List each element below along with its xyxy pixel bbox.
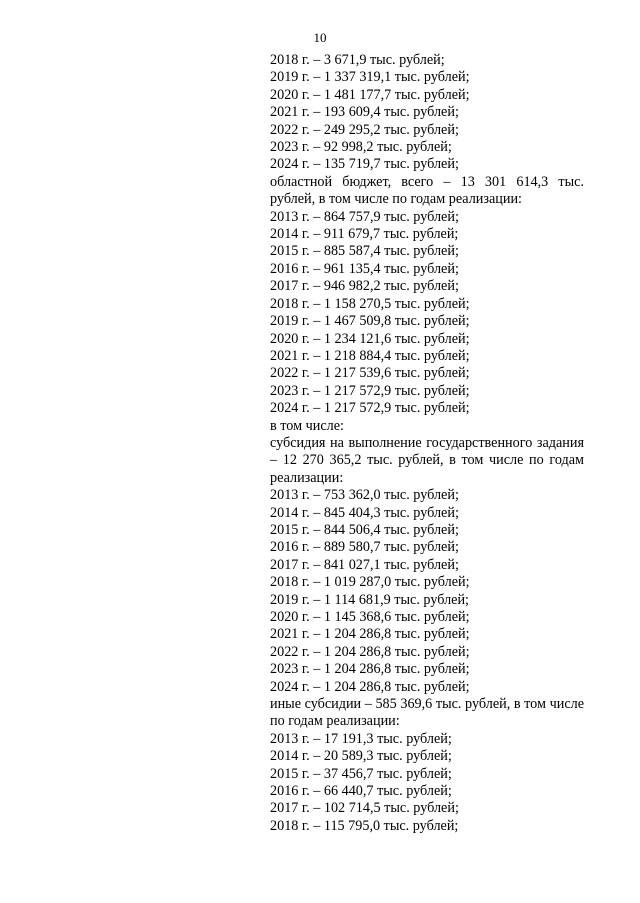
list-item: 2021 г. – 1 218 884,4 тыс. рублей; xyxy=(270,347,470,364)
list-item: 2019 г. – 1 337 319,1 тыс. рублей; xyxy=(270,69,470,86)
list-item: 2016 г. – 66 440,7 тыс. рублей; xyxy=(270,783,452,800)
list-item: 2022 г. – 1 217 539,6 тыс. рублей; xyxy=(270,365,470,382)
regional-budget-paragraph: областной бюджет, всего – 13 301 614,3 тыс. рублей, в том числе по годам реализации: xyxy=(270,173,584,208)
list-item: 2016 г. – 889 580,7 тыс. рублей; xyxy=(270,539,459,556)
list-item: 2022 г. – 1 204 286,8 тыс. рублей; xyxy=(270,643,470,660)
other-subsidies-paragraph: иные субсидии – 585 369,6 тыс. рублей, в том числе по годам реализации: xyxy=(270,696,584,730)
list-item: 2024 г. – 1 204 286,8 тыс. рублей; xyxy=(270,678,470,695)
list-item: 2015 г. – 844 506,4 тыс. рублей; xyxy=(270,521,459,538)
list-item: 2019 г. – 1 467 509,8 тыс. рублей; xyxy=(270,313,470,330)
list-item: 2017 г. – 102 714,5 тыс. рублей; xyxy=(270,800,459,817)
list-item: 2022 г. – 249 295,2 тыс. рублей; xyxy=(270,121,459,138)
list-item: 2024 г. – 135 719,7 тыс. рублей; xyxy=(270,156,459,173)
list-item: 2020 г. – 1 234 121,6 тыс. рублей; xyxy=(270,330,470,347)
list-item: 2020 г. – 1 145 368,6 тыс. рублей; xyxy=(270,609,470,625)
list-item: 2017 г. – 946 982,2 тыс. рублей; xyxy=(270,278,459,295)
list-item: 2018 г. – 1 158 270,5 тыс. рублей; xyxy=(270,295,470,312)
list-item: 2019 г. – 1 114 681,9 тыс. рублей; xyxy=(270,591,469,608)
including-heading: в том числе: xyxy=(270,417,344,434)
list-item: 2023 г. – 92 998,2 тыс. рублей; xyxy=(270,139,452,156)
list-item: 2014 г. – 845 404,3 тыс. рублей; xyxy=(270,504,459,521)
state-task-subsidy-years-list xyxy=(270,487,584,696)
list-item: 2018 г. – 1 019 287,0 тыс. рублей; xyxy=(270,574,470,591)
list-item: 2018 г. – 115 795,0 тыс. рублей; xyxy=(270,817,459,834)
list-item: 2013 г. – 864 757,9 тыс. рублей; xyxy=(270,208,459,225)
regional-budget-years-list xyxy=(270,209,584,418)
document-body xyxy=(270,52,584,835)
list-item: 2021 г. – 1 204 286,8 тыс. рублей; xyxy=(270,626,470,643)
list-item: 2023 г. – 1 204 286,8 тыс. рублей; xyxy=(270,661,470,678)
list-item: 2017 г. – 841 027,1 тыс. рублей; xyxy=(270,556,459,573)
federal-budget-years-list xyxy=(270,52,584,174)
list-item: 2014 г. – 911 679,7 тыс. рублей; xyxy=(270,226,459,243)
list-item: 2021 г. – 193 609,4 тыс. рублей; xyxy=(270,104,459,121)
page-number: 10 xyxy=(313,30,327,45)
list-item: 2018 г. – 3 671,9 тыс. рублей; xyxy=(270,52,445,68)
list-item: 2024 г. – 1 217 572,9 тыс. рублей; xyxy=(270,400,470,417)
state-task-subsidy-paragraph: субсидия на выполнение государственного задания – 12 270 365,2 тыс. рублей, в том числе по годам реализации: xyxy=(270,434,584,486)
list-item: 2020 г. – 1 481 177,7 тыс. рублей; xyxy=(270,86,470,103)
list-item: 2023 г. – 1 217 572,9 тыс. рублей; xyxy=(270,382,470,399)
list-item: 2015 г. – 37 456,7 тыс. рублей; xyxy=(270,765,452,782)
list-item: 2014 г. – 20 589,3 тыс. рублей; xyxy=(270,748,452,765)
list-item: 2016 г. – 961 135,4 тыс. рублей; xyxy=(270,260,459,277)
list-item: 2013 г. – 753 362,0 тыс. рублей; xyxy=(270,487,459,504)
other-subsidies-years-list xyxy=(270,731,584,835)
list-item: 2015 г. – 885 587,4 тыс. рублей; xyxy=(270,243,459,260)
list-item: 2013 г. – 17 191,3 тыс. рублей; xyxy=(270,730,452,747)
